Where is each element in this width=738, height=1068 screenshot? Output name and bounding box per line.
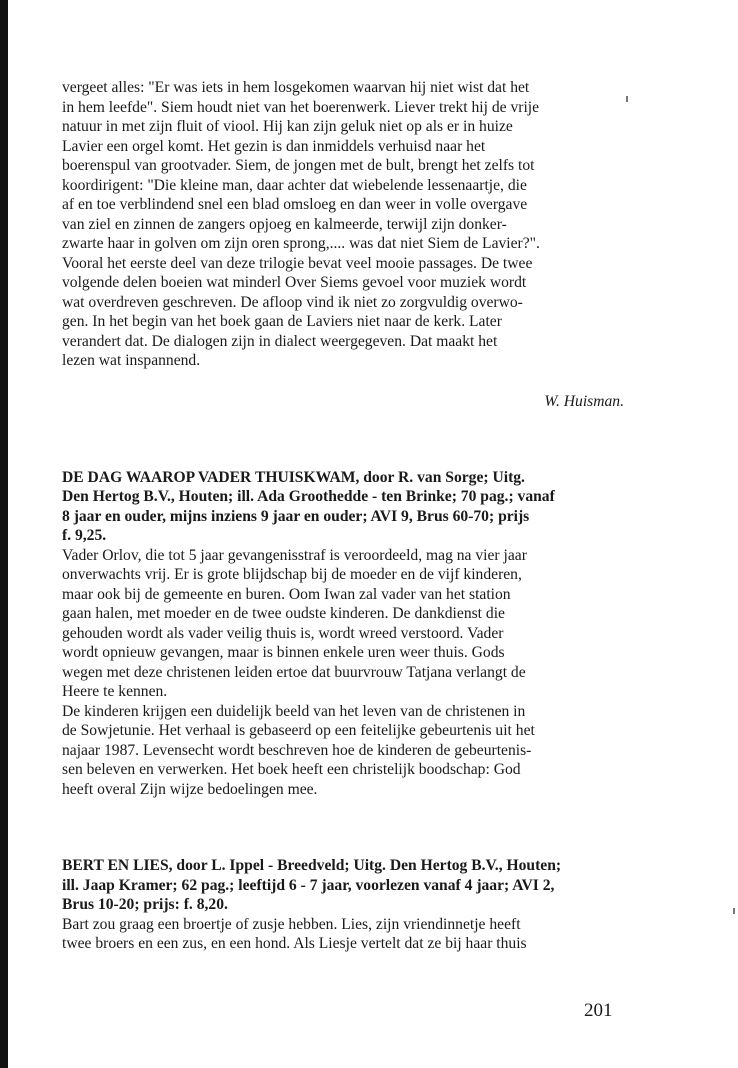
- review-de-dag-waarop-vader-thuiskwam: [62, 468, 624, 800]
- scan-edge-bar: [0, 0, 8, 1068]
- review-heading: DE DAG WAAROP VADER THUISKWAM, door R. van Sorge; Uitg. Den Hertog B.V., Houten; ill. Ada Groothedde - ten Brinke; 70 pag.; vanaf 8 jaar en ouder, mijns inziens 9 jaar en ouder; AVI 9, Brus 60-70; prijs f. 9,25.: [62, 468, 555, 544]
- page-content: [62, 78, 624, 954]
- review-bert-en-lies: [62, 856, 624, 954]
- scan-speck: [626, 96, 628, 102]
- continuation-text: vergeet alles: "Er was iets in hem losgekomen waarvan hij niet wist dat het in hem leefde". Siem houdt niet van het boerenwerk. Liever trekt hij de vrije natuur in met zijn fluit of viool. Hij kan zijn geluk niet op als er in huize Lavier een orgel komt. Het gezin is dan inmiddels verhuisd naar het boerenspul van grootvader. Siem, de jongen met de bult, brengt het zelfs tot koordirigent: "Die kleine man, daar achter dat wiebelende lessenaartje, die af en toe verblindend snel een blad omsloeg en dan weer in volle overgave van ziel en zinnen de zangers opjoeg en kalmeerde, terwijl zijn donker- zwarte haar in golven om zijn oren sprong,.... was dat niet Siem de Lavier?". Vooral het eerste deel van deze trilogie bevat veel mooie passages. De twee volgende delen boeien wat minderl Over Siems gevoel voor muziek wordt wat overdreven geschreven. De afloop vind ik niet zo zorgvuldig overwo- gen. In het begin van het boek gaan de Laviers niet naar de kerk. Later verandert dat. De dialogen zijn in dialect weergegeven. Dat maakt het lezen wat inspannend.: [62, 79, 540, 369]
- page-number: 201: [584, 1000, 613, 1021]
- reviewer-signature: W. Huisman.: [544, 392, 624, 410]
- review-heading: BERT EN LIES, door L. Ippel - Breedveld; Uitg. Den Hertog B.V., Houten; ill. Jaap Kramer; 62 pag.; leeftijd 6 - 7 jaar, voorlezen vanaf 4 jaar; AVI 2, Brus 10-20; prijs: f. 8,20.: [62, 857, 562, 913]
- scan-speck: [733, 908, 735, 914]
- previous-review-continuation: [62, 78, 624, 411]
- review-body: Bart zou graag een broertje of zusje hebben. Lies, zijn vriendinnetje heeft twee broers en een zus, en een hond. Als Liesje vertelt dat ze bij haar thuis: [62, 915, 527, 952]
- review-body: Vader Orlov, die tot 5 jaar gevangenisstraf is veroordeeld, mag na vier jaar onverwachts vrij. Er is grote blijdschap bij de moeder en de vijf kinderen, maar ook bij de gemeente en buren. Oom Iwan zal vader van het station gaan halen, met moeder en de twee oudste kinderen. De dankdienst die gehouden wordt als vader veilig thuis is, wordt wreed verstoord. Vader wordt opnieuw gevangen, maar is binnen enkele uren weer thuis. Gods wegen met deze christenen leiden ertoe dat buurvrouw Tatjana verlangt de Heere te kennen. De kinderen krijgen een duidelijk beeld van het leven van de christenen in de Sowjetunie. Het verhaal is gebaseerd op een feitelijke gebeurtenis uit het najaar 1987. Levensecht wordt beschreven hoe de kinderen de gebeurtenis- sen beleven en verwerken. Het boek heeft een christelijk boodschap: God heeft overal Zijn wijze bedoelingen mee.: [62, 546, 535, 798]
